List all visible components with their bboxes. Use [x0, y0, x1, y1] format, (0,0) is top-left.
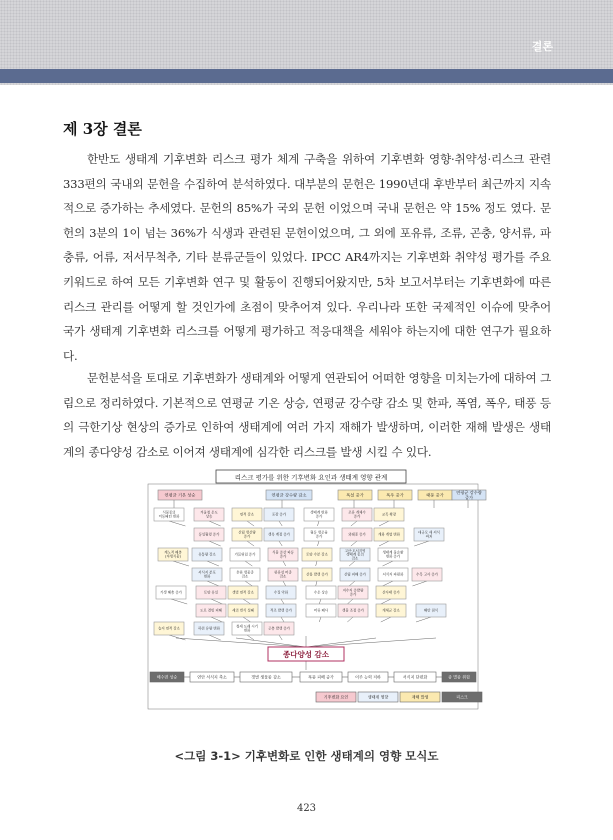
svg-text:포장 증가: 포장 증가	[271, 512, 287, 517]
diagram-node-37	[266, 604, 296, 617]
center-node: 종다양성 감소	[282, 650, 330, 659]
svg-text:연평균 기온 상승: 연평균 기온 상승	[164, 492, 196, 498]
diagram-node-19	[340, 548, 370, 561]
diagram-node-17	[268, 548, 298, 561]
svg-text:기후변화 요인: 기후변화 요인	[323, 694, 349, 700]
svg-text:생태계 영향: 생태계 영향	[367, 694, 389, 700]
svg-text:폭우 증가: 폭우 증가	[386, 492, 404, 498]
diagram-node-28	[156, 586, 186, 599]
diagram-node-15	[192, 548, 222, 561]
diagram-node-21	[192, 568, 222, 581]
svg-text:서식지 분포변화: 서식지 분포 변화	[198, 570, 216, 579]
svg-text:생태계 물순환변화 증가: 생태계 물순환 변화 증가	[382, 550, 404, 559]
legend-item-1	[358, 692, 398, 702]
svg-text:유통량 감소: 유통량 감소	[198, 552, 216, 557]
diagram-node-5	[342, 508, 372, 521]
diagram-title: 리스크 평가를 위한 기후변화 요인과 생태계 영향 관계	[234, 473, 388, 482]
svg-text:생물 조절 증가: 생물 조절 증가	[342, 608, 364, 613]
diagram-node-4	[304, 508, 334, 521]
driver-box-5	[452, 489, 486, 501]
diagram-node-8	[232, 528, 262, 541]
svg-text:가뭄위험 증가: 가뭄위험 증가	[234, 552, 256, 557]
svg-text:해안 침식: 해안 침식	[423, 608, 439, 613]
svg-text:재해 발생: 재해 발생	[411, 694, 429, 700]
svg-text:해수면 상승: 해수면 상승	[156, 674, 178, 680]
driver-box-2	[338, 490, 372, 500]
header-stripe	[0, 69, 613, 83]
diagram-node-2	[232, 508, 262, 521]
svg-text:종 멸종 위험: 종 멸종 위험	[448, 674, 470, 680]
svg-text:교목 확장: 교목 확장	[381, 512, 397, 517]
svg-text:곤충 발생 증가: 곤충 발생 증가	[268, 626, 290, 631]
svg-text:저수지 증발량증가: 저수지 증발량 증가	[342, 588, 364, 597]
svg-text:대규모 새 서식파괴: 대규모 새 서식 파괴	[418, 530, 440, 539]
diagram-node-25	[340, 568, 370, 581]
diagram-node-7	[194, 528, 224, 541]
page-header-band	[0, 0, 613, 85]
diagram-node-3	[264, 508, 294, 521]
diagram-node-42	[154, 622, 184, 635]
svg-text:산림 생산량증가: 산림 생산량 증가	[238, 530, 256, 539]
svg-text:수목 고사 증가: 수목 고사 증가	[416, 572, 438, 577]
diagram-node-24	[302, 568, 332, 581]
svg-text:습지 면적 감소: 습지 면적 감소	[158, 626, 180, 631]
diagram-node-14	[158, 548, 188, 561]
diagram-node-41	[416, 604, 446, 617]
svg-text:월동 생존율증가: 월동 생존율 증가	[310, 530, 328, 539]
svg-text:철새 도래 시기변화: 철새 도래 시기 변화	[236, 624, 258, 633]
driver-box-0	[158, 490, 202, 500]
driver-box-4	[418, 490, 452, 500]
paragraph-1: 한반도 생태계 기후변화 리스크 평가 체계 구축을 위하여 기후변화 영향·취약성·리스크 관련 333편의 국내외 문헌을 수집하여 분석하였다. 대부분의 문헌은 1990년대 후반부터 최근까지 지속적으로 증가하는 추세였다. 문헌의 85%가 국외 문헌 이었으며 국내 문헌은 약 15% 정도 였다. 문헌의 3분의 1이 넘는 36%가 식생과 관련된 문헌이었으며, 그 외에 포유류, 조류, 곤충, 양서류, 파충류, 어류, 저서무척추, 기타 분류군들이 있었다. IPCC AR4까지는 기후변화 취약성 평가를 주요 키워드로 하여 모든 기후변화 연구 및 활동이 진행되어왔지만, 5차 보고서부터는 기후변화에 따른 리스크 관리를 어떻게 할 것인가에 초점이 맞추어져 있다. 우리나라 또한 국제적인 이슈에 맞추어 국가 생태계 기후변화 리스크를 어떻게 평가하고 적응대책을 세워야 하는지에 대한 연구가 필요하다.	[63, 152, 551, 363]
svg-text:식물 증산 파동증가: 식물 증산 파동 증가	[272, 550, 294, 559]
header-section-title: 결론	[531, 40, 553, 53]
svg-text:리스크: 리스크	[456, 694, 468, 700]
diagram-node-43	[194, 622, 224, 635]
svg-text:이주 능력 저하: 이주 능력 저하	[355, 674, 381, 680]
driver-box-3	[378, 490, 412, 500]
driver-box-1	[266, 490, 312, 500]
svg-text:면적 감소: 면적 감소	[239, 512, 255, 517]
svg-text:하천 유량 변화: 하천 유량 변화	[198, 626, 220, 631]
diagram-node-34	[376, 586, 406, 599]
diagram-node-38	[306, 604, 336, 617]
diagram-node-35	[196, 604, 226, 617]
svg-text:조류 개체수증가: 조류 개체수 증가	[348, 510, 366, 519]
bottom-node-5	[394, 672, 436, 682]
svg-text:생태계 변화증가: 생태계 변화 증가	[310, 510, 328, 519]
svg-text:갯벌 면적 감소: 갯벌 면적 감소	[232, 590, 254, 595]
bottom-node-1	[190, 672, 234, 682]
legend-item-2	[400, 692, 440, 702]
svg-text:겨울철 온도상승: 겨울철 온도 상승	[200, 510, 218, 519]
svg-text:수질 악화: 수질 악화	[273, 590, 289, 595]
diagram-node-0	[154, 508, 184, 521]
diagram-node-44	[232, 622, 262, 635]
svg-text:태풍 증가: 태풍 증가	[426, 492, 444, 498]
page-number: 423	[296, 803, 317, 814]
svg-text:기생 해충 증가: 기생 해충 증가	[160, 590, 182, 595]
diagram-node-1	[194, 508, 224, 521]
svg-text:폭설 증가: 폭설 증가	[346, 492, 364, 498]
diagram-node-32	[306, 586, 336, 599]
paragraph-2: 문헌분석을 토대로 기후변화가 생태계와 어떻게 연관되어 어떠한 영향을 미치는가에 대하여 그림으로 정리하였다. 기본적으로 연평균 기온 상승, 연평균 강수량 감소 및 한파, 폭염, 폭우, 태풍 등의 극한기상 현상의 증가로 인하여 생태계에 여러 가지 재해가 발생하며, 이러한 재해 발생은 생태계의 종다양성 감소로 이어져 생태계에 심각한 리스크를 발생 시킬 수 있다.	[63, 371, 551, 459]
svg-text:폭풍 피해 증가: 폭풍 피해 증가	[308, 674, 334, 680]
diagram-node-39	[338, 604, 368, 617]
svg-text:개체군 감소: 개체군 감소	[382, 608, 400, 613]
diagram-node-11	[342, 528, 372, 541]
svg-text:산불 발생 증가: 산불 발생 증가	[306, 572, 328, 577]
diagram-node-9	[264, 528, 294, 541]
diagram-node-36	[228, 604, 258, 617]
svg-text:계노적 해충(자생식물): 계노적 해충 (자생식물)	[164, 550, 182, 559]
svg-text:생육 계절 증가: 생육 계절 증가	[268, 532, 290, 537]
svg-text:토양 유실: 토양 유실	[203, 590, 219, 595]
svg-text:수온 상승: 수온 상승	[313, 590, 329, 595]
diagram-node-22	[230, 568, 260, 581]
diagram-node-29	[196, 586, 226, 599]
bottom-node-3	[300, 672, 342, 682]
diagram-node-27	[412, 568, 442, 581]
svg-text:어류 폐사: 어류 폐사	[313, 608, 329, 613]
diagram-node-26	[378, 568, 408, 581]
svg-text:산림 피해 증가: 산림 피해 증가	[344, 572, 366, 577]
diagram-node-30	[228, 586, 258, 599]
diagram-node-18	[302, 548, 332, 561]
svg-text:도로 결빙 피해: 도로 결빙 피해	[200, 608, 222, 613]
diagram-node-12	[374, 528, 404, 541]
chapter-title: 제 3장 결론	[63, 120, 142, 138]
legend-item-0	[316, 692, 356, 702]
svg-text:산사태 증가: 산사태 증가	[382, 590, 400, 595]
svg-text:고산·도서지역생태계 종의감소: 고산·도서지역 생태계 종의 감소	[344, 548, 366, 561]
svg-text:서식지 단편화: 서식지 단편화	[402, 674, 428, 680]
svg-text:갯벌 생물종 감소: 갯벌 생물종 감소	[251, 674, 281, 680]
bottom-node-0	[150, 672, 184, 682]
svg-text:흔한 생물종감소: 흔한 생물종 감소	[236, 570, 254, 579]
svg-text:연평균 강수량 감소: 연평균 강수량 감소	[271, 492, 307, 498]
diagram-node-6	[374, 508, 404, 521]
diagram-node-40	[376, 604, 406, 617]
svg-text:토양 수분 감소: 토양 수분 감소	[306, 552, 328, 557]
svg-text:동일월령 증가: 동일월령 증가	[198, 532, 220, 537]
svg-text:서식지 파편화: 서식지 파편화	[382, 572, 404, 577]
diagram-node-10	[304, 528, 334, 541]
bottom-node-4	[348, 672, 388, 682]
svg-text:식물종의이동패턴 변화: 식물종의 이동패턴 변화	[158, 510, 180, 519]
svg-text:새의 번식 실패: 새의 번식 실패	[232, 608, 254, 613]
figure-caption: <그림 3-1> 기후변화로 인한 생태계의 영향 모식도	[174, 749, 439, 763]
diagram-node-13	[414, 528, 444, 541]
diagram-node-33	[338, 586, 368, 599]
svg-text:적조 발생 증가: 적조 발생 증가	[270, 608, 292, 613]
svg-text:외래종 증가: 외래종 증가	[348, 532, 366, 537]
climate-impact-diagram	[116, 468, 496, 738]
svg-text:한류성 어종감소: 한류성 어종 감소	[274, 570, 292, 579]
svg-text:연안 서식지 축소: 연안 서식지 축소	[197, 674, 227, 680]
diagram-node-31	[266, 586, 296, 599]
diagram-node-45	[264, 622, 294, 635]
bottom-node-2	[240, 672, 292, 682]
diagram-node-23	[268, 568, 298, 581]
bottom-node-6	[442, 672, 476, 682]
svg-text:개화 개엽 변화: 개화 개엽 변화	[378, 532, 400, 537]
diagram-node-16	[230, 548, 260, 561]
diagram-node-20	[378, 548, 408, 561]
legend-item-3	[442, 692, 482, 702]
svg-text:연평균 강수량증가: 연평균 강수량 증가	[456, 490, 482, 500]
